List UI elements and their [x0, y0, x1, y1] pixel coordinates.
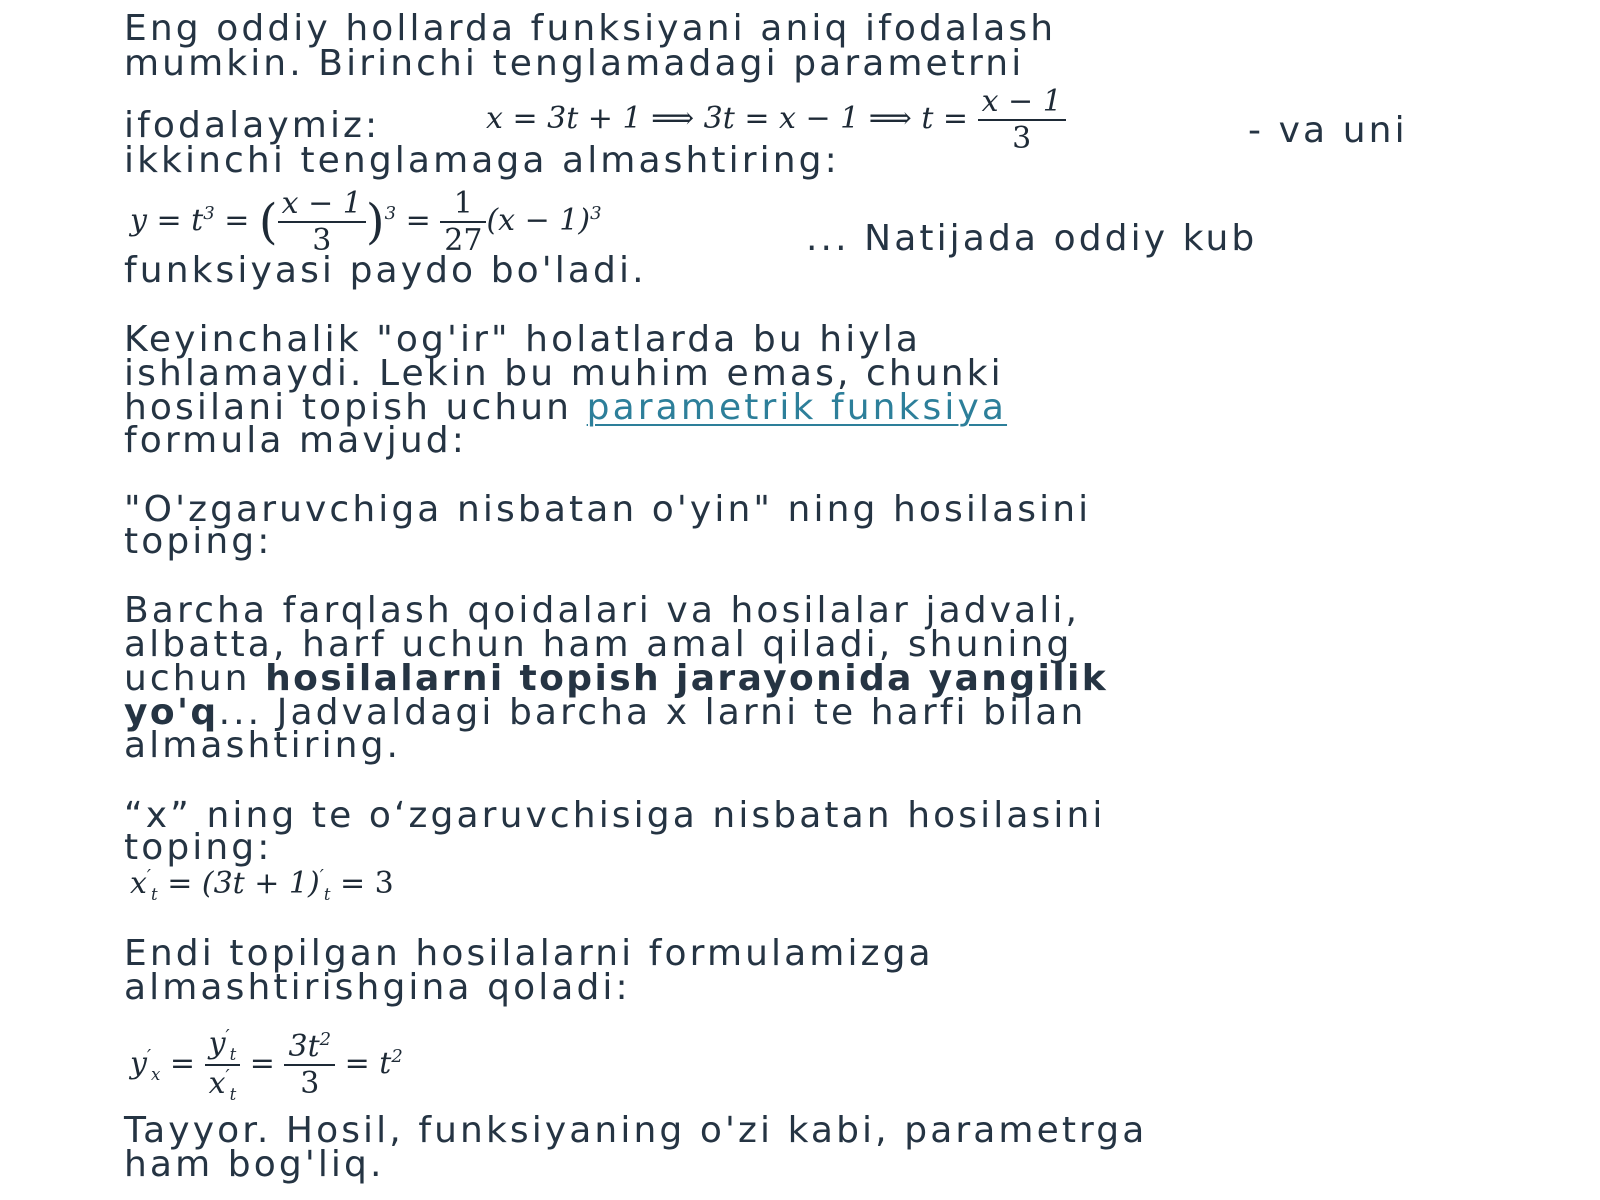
formula-y-derivative: $y'_x$ = $\frac{y'_t}{x'_t}$ = $\frac{3t^2}{3}$ = $t^2$ [130, 1026, 403, 1104]
paragraph-text: ... Jadvaldagi barcha x larni te harfi bilan [218, 692, 1087, 733]
formula-x-derivative: $x'_t = (3t + 1)'_t = 3$ [130, 866, 394, 904]
paragraph-line: ishlamaydi. Lekin bu muhim emas, chunki [124, 353, 1004, 394]
paragraph-line: ifodalaymiz: [124, 105, 381, 146]
paragraph-line: almashtiring. [124, 725, 402, 766]
bold-text: hosilalarni topish jarayonida yangilik [265, 658, 1109, 699]
paragraph-line: ham bog'liq. [124, 1144, 385, 1185]
paragraph-text: hosilani topish uchun [124, 387, 573, 428]
bold-text: yo'q [124, 692, 219, 733]
paragraph-line: Eng oddiy hollarda funksiyani aniq ifodalash [124, 8, 1057, 49]
paragraph-text: uchun [124, 658, 251, 699]
paragraph-line: Tayyor. Hosil, funksiyaning o'zi kabi, parametrga [124, 1110, 1148, 1151]
paragraph-line: albatta, harf uchun ham amal qiladi, shuning [124, 624, 1073, 665]
paragraph-line: - va uni [1248, 110, 1408, 151]
paragraph-line: mumkin. Birinchi tenglamadagi parametrni [124, 43, 1025, 84]
paragraph-line: Keyinchalik "og'ir" holatlarda bu hiyla [124, 319, 921, 360]
paragraph-line: ikkinchi tenglamaga almashtiring: [124, 140, 840, 181]
paragraph-line: "O'zgaruvchiga nisbatan o'yin" ning hosilasini [124, 489, 1092, 530]
paragraph-line: ... Natijada oddiy kub [806, 218, 1258, 259]
paragraph-line: almashtirishgina qoladi: [124, 967, 631, 1008]
formula-parameter-expression: x = 3t + 1 ⟹ 3t = x − 1 ⟹ t = $\frac{x - 1}{3}$ [486, 84, 1066, 156]
paragraph-line: formula mavjud: [124, 420, 467, 461]
paragraph-line [124, 658, 1109, 699]
paragraph-line: toping: [124, 827, 273, 868]
paragraph-line: funksiyasi paydo bo'ladi. [124, 250, 647, 291]
paragraph-line: Barcha farqlash qoidalari va hosilalar jadvali, [124, 590, 1081, 631]
formula-cubic-function: $y = t^3$ = ( $\frac{x - 1}{3}$ )$^3$ = $\frac{1}{27}$ $(x - 1)^3$ [130, 186, 602, 258]
paragraph-line: “x” ning te oʻzgaruvchisiga nisbatan hosilasini [124, 795, 1106, 836]
paragraph-line: Endi topilgan hosilalarni formulamizga [124, 933, 934, 974]
parametric-function-link[interactable]: parametrik funksiya [586, 387, 1008, 428]
paragraph-line: toping: [124, 521, 273, 562]
